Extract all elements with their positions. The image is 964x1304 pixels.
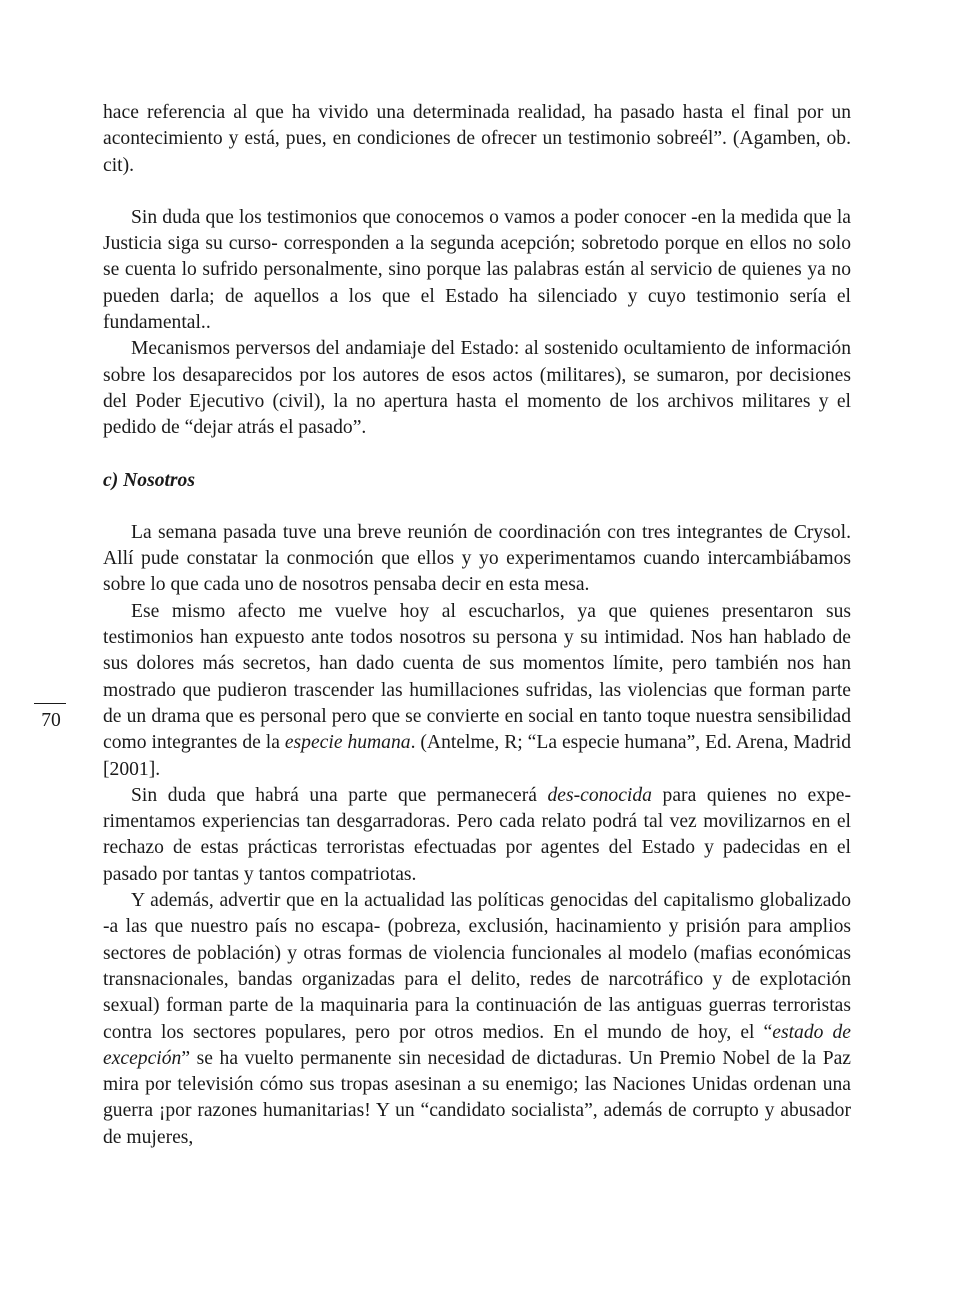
paragraph-1: hace referencia al que ha vivido una determinada realidad, ha pasado hasta el final por un acontecimiento y está, pues, en condiciones de ofrecer un testimonio sobreél”. (Agamben, ob. cit). [103,102,851,176]
section-heading: c) Nosotros [103,469,195,491]
paragraph-5-text-a: Ese mismo afecto me vuelve hoy al escucharlos, ya que quienes presentaron sus testimonios han expuesto ante todos nosotros su persona y su intimidad. Nos han hablado de sus dolores más secretos, han dado cuenta de sus momentos límite, pero también nos han mostrado que pudieron trascender las humillaciones sufridas, las violencias que forman parte de un drama que es personal pero que se convierte en social en tanto toque nuestra sensibilidad como integrantes de la [103,600,851,754]
paragraph-6-emphasis: des-conocida [547,784,652,806]
paragraph-6-text-b: para quienes no experimentamos experiencias tan desgarradoras. Pero cada relato podrá tal vez movilizarnos en el rechazo de estas prácticas terroristas efectuadas por agentes del Estado y padecidas en el pasado por tantas y tantos compatriotas. [103,784,851,885]
paragraph-5-text-b: . (Antelme, R; “La especie humana”, Ed. Arena, Madrid [2001]. [103,732,851,780]
paragraph-7-emphasis: estado de excepción [103,1021,851,1069]
page-number: 70 [41,710,61,731]
paragraph-2: Sin duda que los testimonios que conocemos o vamos a poder conocer -en la medida que la Justicia siga su curso- corresponden a la segunda acepción; sobretodo porque en ellos no solo se cuenta lo sufrido personalmente, sino porque las palabras están al servicio de quienes ya no pueden darla; de aquellos a los que el Estado ha silenciado y cuyo testimonio sería el fundamental.. [103,206,851,334]
paragraph-7-text-a: Y además, advertir que en la actualidad las políticas genocidas del capitalismo globalizado -a las que nuestro país no escapa- (pobreza, exclusión, hacinamiento y prisión para amplios sectores de población) y otras formas de violencia funcionales al modelo (mafias económicas transnacionales, bandas organizadas para el delito, redes de narcotráfico y de explotación sexual) forman parte de la maquinaria para la continuación de las antiguas guerras terroristas contra los sectores populares, pero por otros medios. En el mundo de hoy, el “ [103,890,851,1043]
page-number-rule [34,703,66,704]
paragraph-5-emphasis: especie humana [284,732,411,754]
paragraph-7 [103,888,851,1151]
paragraph-4: La semana pasada tuve una breve reunión de coordinación con tres integrantes de Crysol. Allí pude constatar la conmoción que ellos y yo experimentamos cuando intercambiábamos sobre lo que cada uno de nosotros pensaba decir en esta mesa. [103,521,851,596]
paragraph-7-text-b: ” se ha vuelto permanente sin necesidad de dictaduras. Un Premio Nobel de la Paz mira por televisión cómo sus tropas asesinan a su enemigo; las Naciones Unidas ordenan una guerra ¡por razones humanitarias! Y un “candidato socialista”, además de corrupto y abusador de mujeres, [103,1047,851,1148]
paragraph-5 [103,599,851,783]
paragraph-6-text-a: Sin duda que habrá una parte que permanecerá [131,784,548,806]
paragraph-6 [103,783,851,888]
paragraph-3: Mecanismos perversos del andamiaje del Estado: al sostenido ocultamiento de información sobre los desaparecidos por los autores de esos actos (militares), se sumaron, por decisiones del Poder Ejecutivo (civil), la no apertura hasta el momento de los archivos militares y el pedido de “dejar atrás el pasado”. [103,338,851,439]
page-body-text [103,100,851,1151]
